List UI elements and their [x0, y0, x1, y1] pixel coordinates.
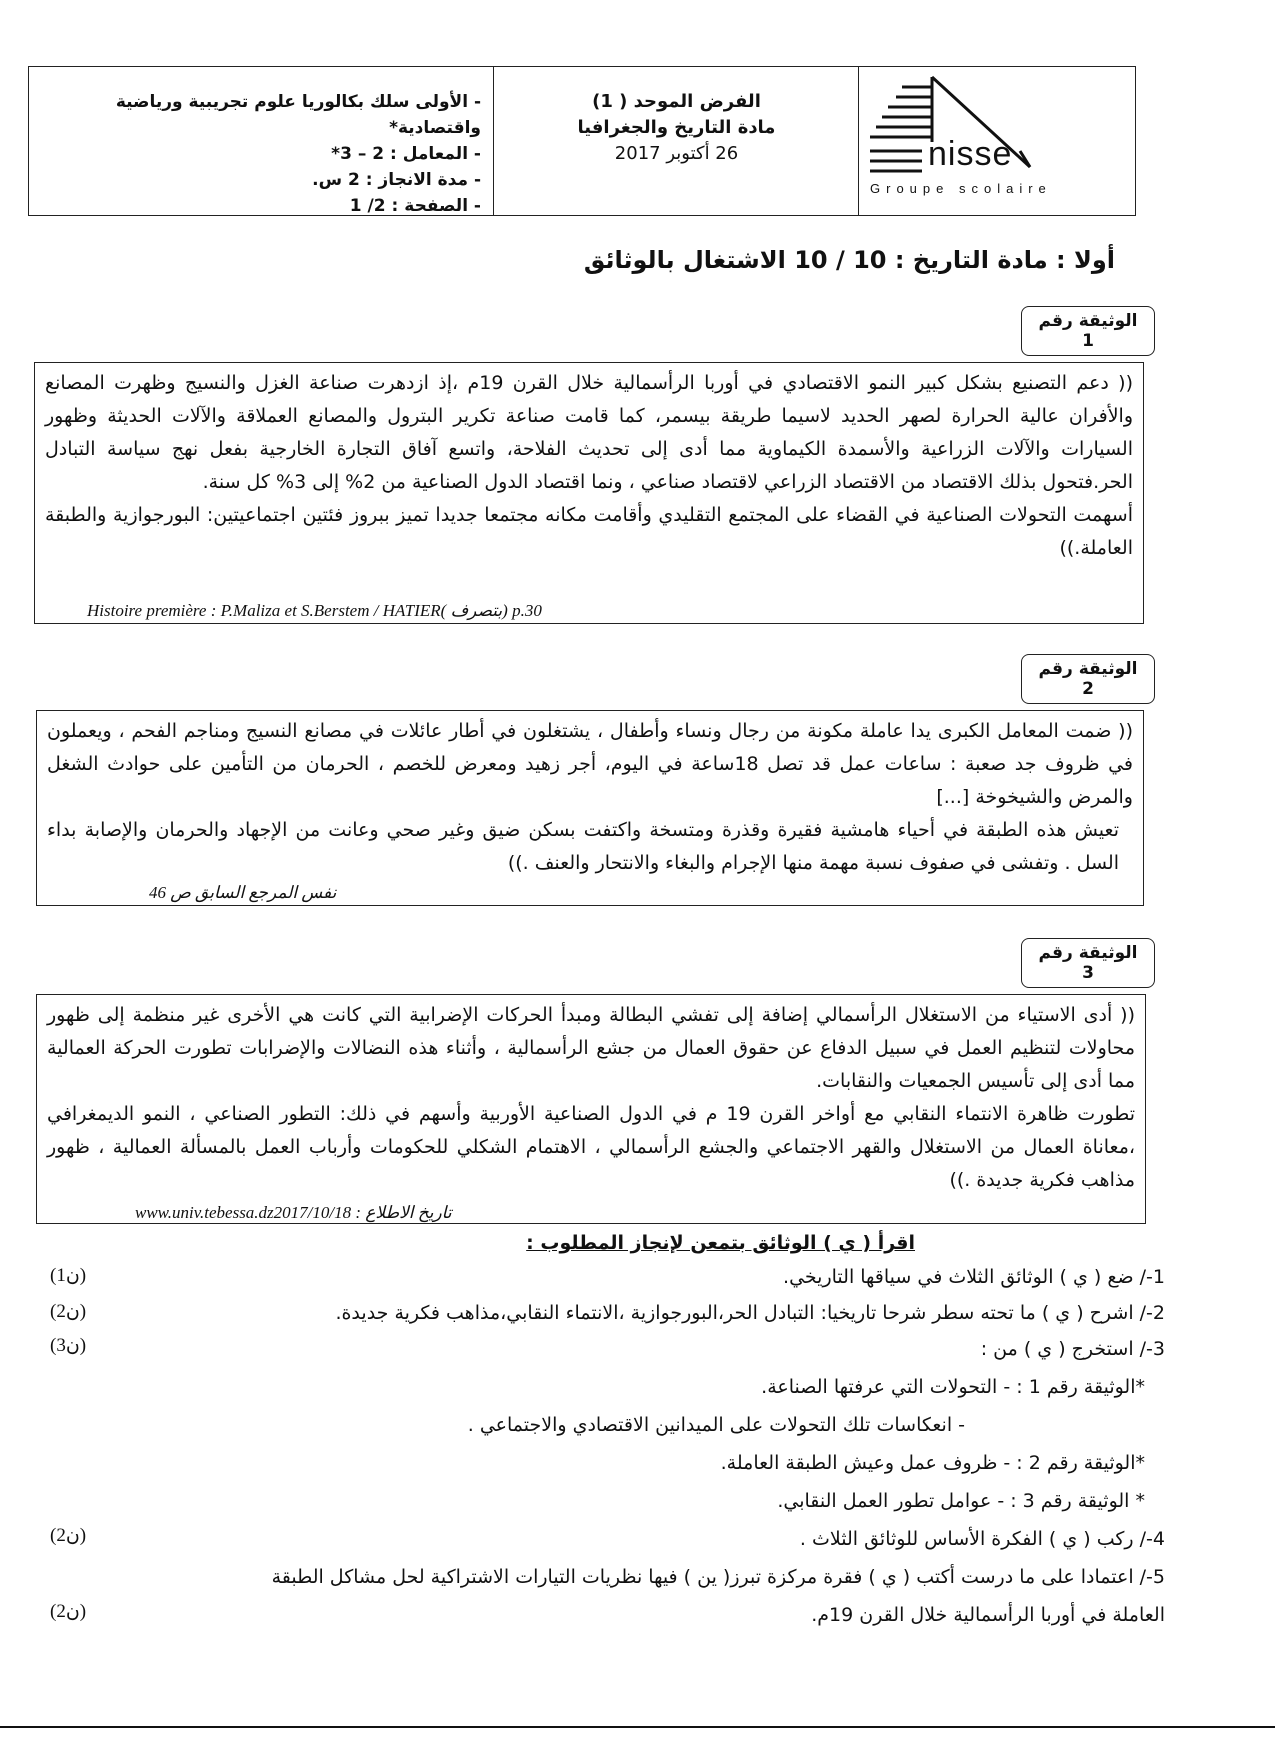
document-3-paragraph: تطورت ظاهرة الانتماء النقابي مع أواخر القرن 19 م في الدول الصناعية الأوربية وأسهم في ذلك: التطور الصناعي ، النمو الديمغرافي ،معاناة العمال من الاستغلال والقهر الاجتماعي والجشع الرأسمالي ، الاهتمام الشكلي للحكومات وأرباب العمل بالمسألة العمالية ، ظهور مذاهب فكرية جديدة .))	[47, 1103, 1136, 1191]
question-3-sub-item: * الوثيقة رقم 3 : - عوامل تطور العمل النقابي.	[777, 1490, 1145, 1512]
school-logo	[860, 67, 1135, 215]
footer-divider	[0, 1726, 1275, 1728]
document-1-paragraph: أسهمت التحولات الصناعية في القضاء على المجتمع التقليدي وأقامت مكانه مجتمعا جديدا تميز ببروز فئتين اجتماعيتين: البورجوازية والطبقة العاملة.))	[45, 504, 1133, 559]
header-exam-title	[495, 67, 859, 215]
question-1: 1-/ ضع ( ي ) الوثائق الثلاث في سياقها التاريخي.	[783, 1266, 1165, 1288]
question-3-sub-item: - انعكاسات تلك التحولات على الميدانين الاقتصادي والاجتماعي .	[467, 1414, 965, 1436]
document-2-reference: نفس المرجع السابق ص 46	[149, 883, 337, 902]
question-2: 2-/ اشرح ( ي ) ما تحته سطر شرحا تاريخيا: التبادل الحر،البورجوازية ،الانتماء النقابي،مذاهب فكرية جديدة.	[335, 1302, 1165, 1324]
question-5-points: (2ن)	[50, 1601, 87, 1622]
question-2-points: (2ن)	[50, 1301, 87, 1322]
question-1-points: (1ن)	[50, 1265, 87, 1286]
logo-name: nisse	[928, 135, 1013, 173]
header-info-line: - المعامل : 2 – 3*	[331, 144, 481, 164]
header-info-line: - مدة الانجاز : 2 س.	[312, 170, 481, 190]
document-3-box	[36, 994, 1146, 1224]
section-title: أولا : مادة التاريخ : 10 / 10 الاشتغال بالوثائق	[583, 246, 1115, 274]
document-3-reference: www.univ.tebessa.dz2017/10/18 : تاريخ الاطلاع	[135, 1203, 452, 1222]
exam-date: 26 أكتوبر 2017	[614, 143, 739, 164]
document-1-box	[34, 362, 1144, 624]
document-1-label: الوثيقة رقم 1	[1021, 306, 1155, 356]
document-2-paragraph: تعيش هذه الطبقة في أحياء هامشية فقيرة وقذرة ومتسخة واكتفت بسكن ضيق وغير صحي وعانت من الإجهاد والحرمان والإصابة بداء السل . وتفشى في صفوف نسبة مهمة منها الإجرام والبغاء والانتحار والعنف .))	[47, 819, 1119, 874]
question-3: 3-/ استخرج ( ي ) من :	[980, 1338, 1165, 1360]
exam-title: الفرض الموحد ( 1)	[592, 91, 761, 112]
subject-title: مادة التاريخ والجغرافيا	[577, 117, 776, 138]
logo-subtitle: Groupe scolaire	[870, 181, 1052, 196]
header-info-line: - الأولى سلك بكالوريا علوم تجريبية ورياضية واقتصادية*	[115, 92, 481, 138]
header-info-line: - الصفحة : 2/ 1	[349, 196, 481, 216]
instructions-title: اقرأ ( ي ) الوثائق بتمعن لإنجاز المطلوب :	[526, 1232, 915, 1254]
document-1-reference: Histoire première : P.Maliza et S.Berstem / HATIER( بتصرف) p.30	[87, 601, 542, 620]
question-3-sub-item: *الوثيقة رقم 1 : - التحولات التي عرفتها الصناعة.	[761, 1376, 1145, 1398]
question-3-sub-item: *الوثيقة رقم 2 : - ظروف عمل وعيش الطبقة العاملة.	[720, 1452, 1145, 1474]
document-2-label: الوثيقة رقم 2	[1021, 654, 1155, 704]
question-5-line-1: 5-/ اعتمادا على ما درست أكتب ( ي ) فقرة مركزة تبرز( ين ) فيها نظريات التيارات الاشتراكية لحل مشاكل الطبقة	[271, 1566, 1165, 1588]
question-4-points: (2ن)	[50, 1525, 87, 1546]
document-2-paragraph: (( ضمت المعامل الكبرى يدا عاملة مكونة من رجال ونساء وأطفال ، يشتغلون في أطار عائلات في مصانع النسيج ومناجم الفحم ، ويعملون في ظروف جد صعبة : ساعات عمل قد تصل 18ساعة في اليوم، أجر زهيد ومعرض للخصم ، الحرمان من التأمين على حوادث الشغل والمرض والشيخوخة [...]	[47, 720, 1133, 808]
question-3-points: (3ن)	[50, 1335, 87, 1356]
header-exam-info	[29, 67, 494, 215]
document-3-label: الوثيقة رقم 3	[1021, 938, 1155, 988]
question-4: 4-/ ركب ( ي ) الفكرة الأساس للوثائق الثلاث .	[799, 1528, 1165, 1550]
document-3-paragraph: (( أدى الاستياء من الاستغلال الرأسمالي إضافة إلى تفشي البطالة ومبدأ الحركات الإضرابية التي كانت هي الأخرى غير منظمة إلى ظهور محاولات لتنظيم العمل في سبيل الدفاع عن حقوق العمال من جشع الرأسمالية ، وأثناء هذه النضالات والإضرابات تطورت الحركة العمالية مما أدى إلى تأسيس الجمعيات والنقابات.	[47, 1004, 1135, 1092]
question-5-line-2: العاملة في أوربا الرأسمالية خلال القرن 19م.	[811, 1604, 1165, 1626]
document-2-box	[36, 710, 1144, 906]
header-table	[28, 66, 1136, 216]
document-1-paragraph: (( دعم التصنيع بشكل كبير النمو الاقتصادي في أوربا الرأسمالية خلال القرن 19م ،إذ ازدهرت صناعة الغزل والنسيج وظهرت المصانع والأفران عالية الحرارة لصهر الحديد لاسيما طريقة بيسمر، كما قامت صناعة تكرير البترول والمصانع العملاقة والآلات الحديثة وظهور السيارات والآلات الزراعية والأسمدة الكيماوية مما أدى إلى تحديث الفلاحة، واتسع آفاق التجارة الخارجية بفعل نهج سياسة التبادل الحر.فتحول بذلك الاقتصاد من الاقتصاد الزراعي لاقتصاد صناعي ، ونما اقتصاد الدول الصناعية من 2% إلى 3% كل سنة.	[45, 372, 1133, 493]
